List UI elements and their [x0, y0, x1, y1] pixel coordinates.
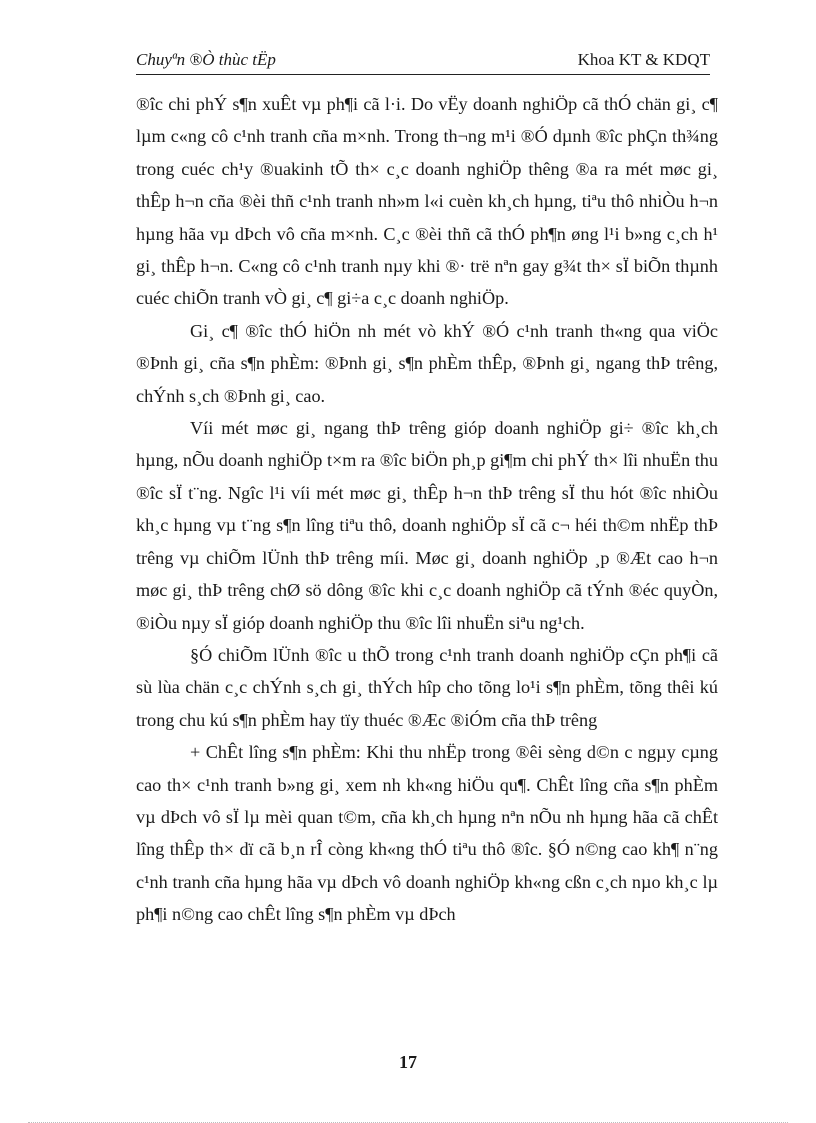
paragraph-4: §Ó chiÕm lÜnh ®îc u thÕ trong c¹nh tranh doanh nghiÖp cÇn ph¶i cã sù lùa chän c¸c chÝnh s¸ch gi¸ thÝch hîp cho tõng lo¹i s¶n phÈm, tõng thêi kú trong chu kú s¶n phÈm hay tïy thuéc ®Æc ®iÓm cña thÞ trêng [136, 644, 718, 730]
paragraph-3: Víi mét møc gi¸ ngang thÞ trêng gióp doanh nghiÖp gi÷ ®îc kh¸ch hµng, nÕu doanh nghiÖp t×m ra ®îc biÖn ph¸p gi¶m chi phÝ th× lîi nhuËn thu ®îc sÏ t¨ng. Ngîc l¹i víi mét møc gi¸ thÊp h¬n thÞ trêng sÏ thu hót ®îc nhiÒu kh¸c hµng vµ t¨ng s¶n lîng tiªu thô, doanh nghiÖp sÏ cã c¬ héi th©m nhËp thÞ trêng vµ chiÕm lÜnh thÞ trêng míi. Møc gi¸ doanh nghiÖp ¸p ®Æt cao h¬n møc gi¸ thÞ trêng chØ sö dông ®îc khi c¸c doanh nghiÖp cã tÝnh ®éc quyÒn, ®iÒu nµy sÏ gióp doanh nghiÖp thu ®îc lîi nhuËn siªu ng¹ch. [136, 418, 718, 633]
paragraph-1: ®îc chi phÝ s¶n xuÊt vµ ph¶i cã l·i. Do vËy doanh nghiÖp cã thÓ chän gi¸ c¶ lµm c«ng cô c¹nh tranh cña m×nh. Trong th¬ng m¹i ®Ó dµnh ®îc phÇn th¾ng trong cuéc ch¹y ®uakinh tÕ th× c¸c doanh nghiÖp thêng ®a ra mét møc gi¸ thÊp h¬n cña ®èi thñ c¹nh tranh nh»m l«i cuèn kh¸ch hµng, tiªu thô nhiÒu h¬n hµng hãa vµ dÞch vô cña m×nh. C¸c ®èi thñ cã thÓ ph¶n øng l¹i b»ng c¸ch h¹ gi¸ thÊp h¬n. C«ng cô c¹nh tranh nµy khi ®· trë nªn gay g¾t th× sÏ biÕn thµnh cuéc chiÕn tranh vÒ gi¸ c¶ gi÷a c¸c doanh nghiÖp. [136, 94, 718, 309]
page-number: 17 [399, 1052, 417, 1072]
paragraph-2: Gi¸ c¶ ®îc thÓ hiÖn nh mét vò khÝ ®Ó c¹nh tranh th«ng qua viÖc ®Þnh gi¸ cña s¶n phÈm: ®Þnh gi¸ s¶n phÈm thÊp, ®Þnh gi¸ ngang thÞ trêng, chÝnh s¸ch ®Þnh gi¸ cao. [136, 320, 718, 406]
document-title: Chuyªn ®Ò thùc tËp [136, 50, 276, 69]
body-text [136, 88, 718, 931]
page-header [136, 48, 710, 75]
paragraph-5: + ChÊt lîng s¶n phÈm: Khi thu nhËp trong ®êi sèng d©n c ngµy cµng cao th× c¹nh tranh b»ng gi¸ xem nh kh«ng hiÖu qu¶. ChÊt lîng cña s¶n phÈm vµ dÞch vô sÏ lµ mèi quan t©m, cña kh¸ch hµng nªn nÕu nh hµng hãa cã chÊt lîng thÊp th× dï cã b¸n rÎ còng kh«ng thÓ tiªu thô ®îc. §Ó n©ng cao kh¶ n¨ng c¹nh tranh cña hµng hãa vµ dÞch vô doanh nghiÖp kh«ng cßn c¸ch nµo kh¸c lµ ph¶i n©ng cao chÊt lîng s¶n phÈm vµ dÞch [136, 742, 718, 925]
faculty-name: Khoa KT & KDQT [577, 50, 710, 69]
